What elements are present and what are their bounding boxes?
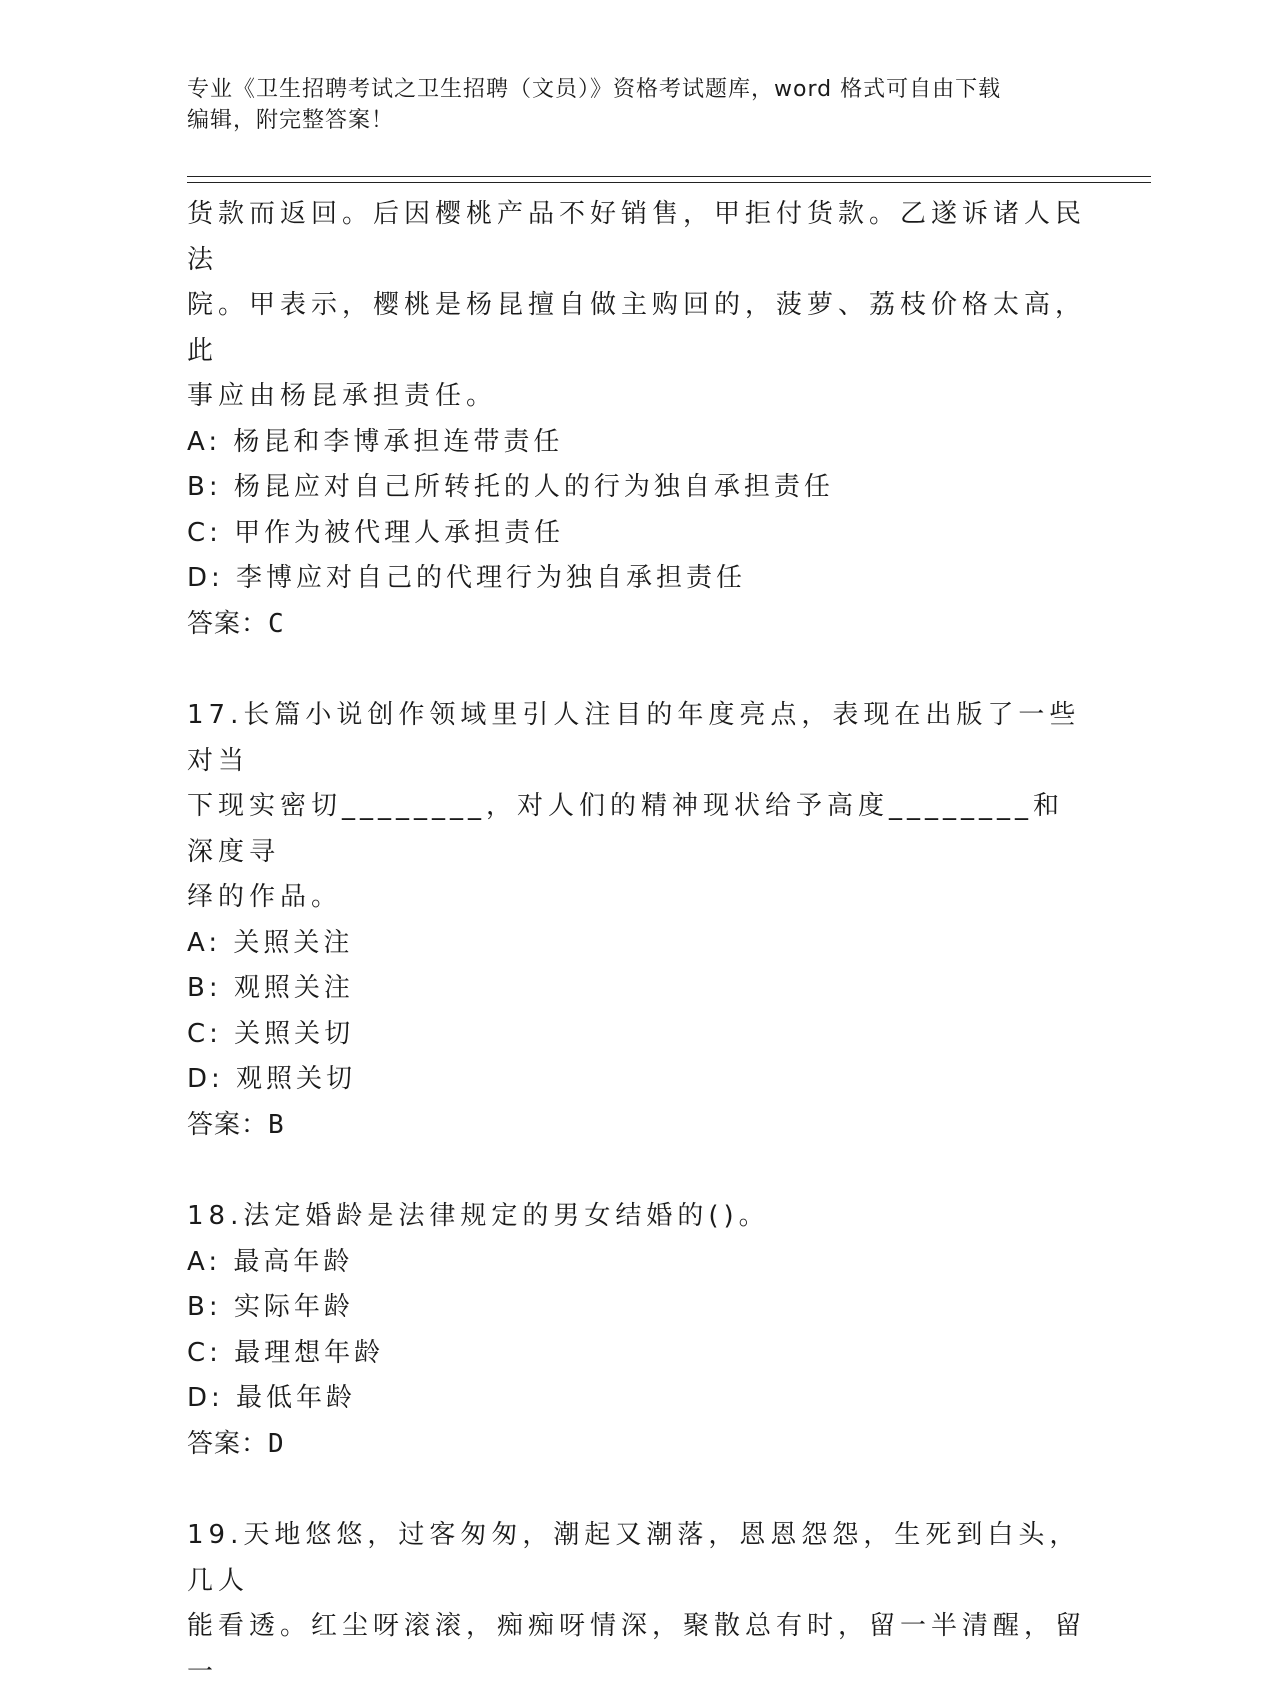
answer-label: 答案： <box>187 1109 269 1140</box>
option-b: B: 实际年龄 <box>187 1292 354 1322</box>
header-title-line1: 专业《卫生招聘考试之卫生招聘（文员）》资格考试题库，word 格式可自由下载 <box>187 77 1002 102</box>
option-d: D: 最低年龄 <box>187 1383 357 1413</box>
header-divider-top <box>187 176 1151 177</box>
answer-value: C <box>268 608 285 639</box>
question-spacer <box>187 1148 1087 1194</box>
option-a: A: 最高年龄 <box>187 1246 354 1277</box>
option-d: D: 观照关切 <box>187 1064 357 1094</box>
question-spacer <box>187 647 1087 693</box>
option-a: A: 关照关注 <box>187 927 354 958</box>
option-c: C: 关照关切 <box>187 1018 355 1049</box>
page-header <box>187 74 1087 136</box>
question-text-line: 货款而返回。后因樱桃产品不好销售，甲拒付货款。乙遂诉诸人民法 <box>187 199 1087 275</box>
option-c: C: 甲作为被代理人承担责任 <box>187 517 565 548</box>
option-b: B: 杨昆应对自己所转托的人的行为独自承担责任 <box>187 472 834 502</box>
question-16 <box>187 192 1087 647</box>
question-text-line: 下现实密切________，对人们的精神现状给予高度________和深度寻 <box>187 791 1065 867</box>
option-c: C: 最理想年龄 <box>187 1337 385 1368</box>
question-text-line: 绎的作品。 <box>187 882 343 912</box>
option-a: A: 杨昆和李博承担连带责任 <box>187 426 564 457</box>
question-19 <box>187 1513 1087 1695</box>
question-text-line: 18.法定婚龄是法律规定的男女结婚的()。 <box>187 1201 770 1231</box>
option-d: D: 李博应对自己的代理行为独自承担责任 <box>187 563 747 593</box>
question-text-line: 事应由杨昆承担责任。 <box>187 381 498 411</box>
question-text-line: 能看透。红尘呀滚滚，痴痴呀情深，聚散总有时，留一半清醒，留一 <box>187 1611 1087 1687</box>
question-18 <box>187 1194 1087 1467</box>
answer-label: 答案： <box>187 608 269 639</box>
question-spacer <box>187 1467 1087 1513</box>
option-b: B: 观照关注 <box>187 973 354 1003</box>
question-list <box>187 192 1087 1695</box>
header-divider-bottom <box>187 182 1151 183</box>
answer-value: D <box>268 1428 285 1459</box>
question-text-line: 19.天地悠悠，过客匆匆，潮起又潮落，恩恩怨怨，生死到白头，几人 <box>187 1520 1081 1596</box>
question-text-line: 院。甲表示，樱桃是杨昆擅自做主购回的，菠萝、荔枝价格太高，此 <box>187 290 1087 366</box>
answer-line <box>187 1422 1087 1468</box>
answer-label: 答案： <box>187 1428 269 1459</box>
answer-line <box>187 1103 1087 1149</box>
header-title-line2: 编辑，附完整答案！ <box>187 108 395 133</box>
answer-line <box>187 602 1087 648</box>
question-17 <box>187 693 1087 1148</box>
answer-value: B <box>268 1109 285 1140</box>
question-text-line: 17.长篇小说创作领域里引人注目的年度亮点，表现在出版了一些对当 <box>187 700 1081 776</box>
